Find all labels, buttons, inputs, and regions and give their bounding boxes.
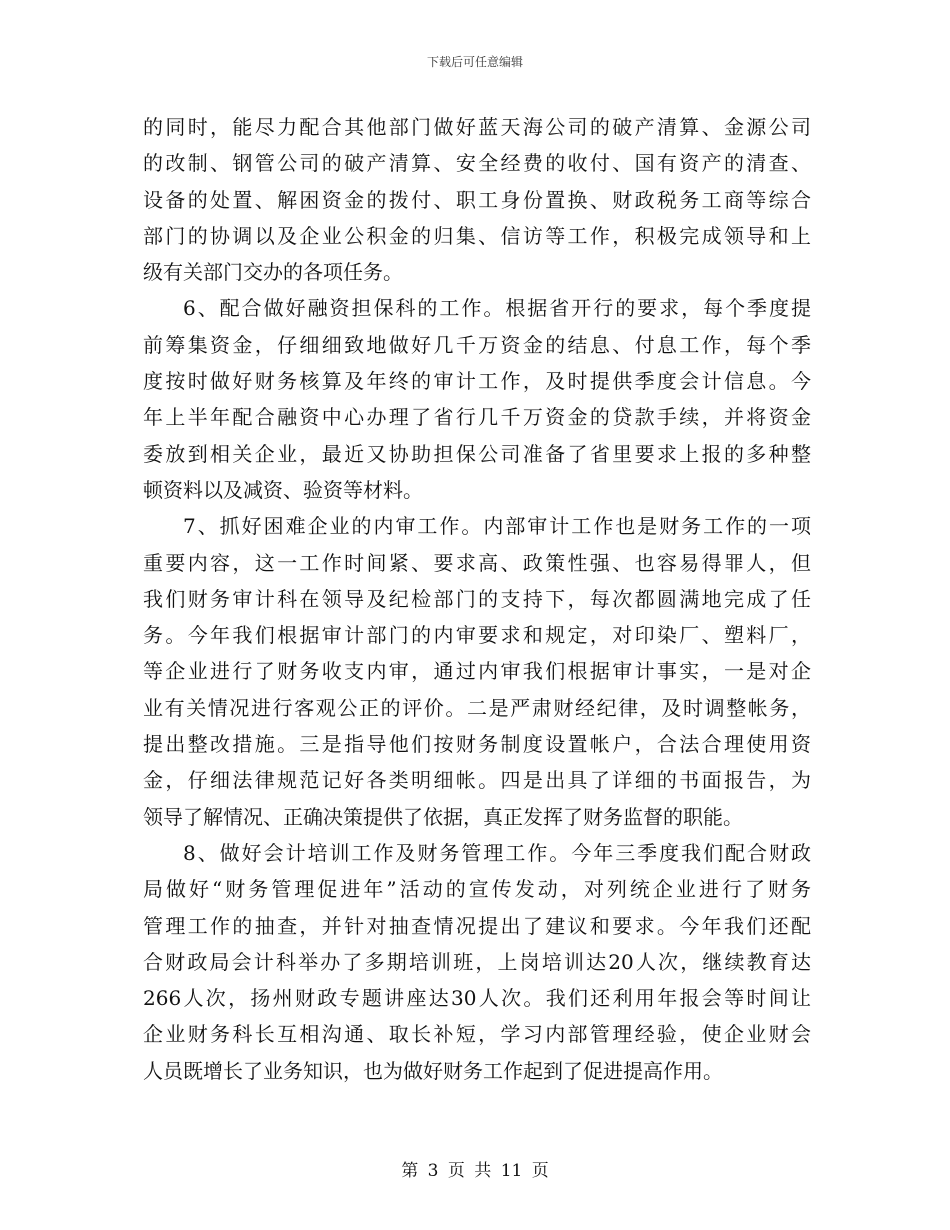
text-line: 金，仔细法律规范记好各类明细帐。四是出具了详细的书面报告，为 — [143, 768, 811, 793]
text-line: 度按时做好财务核算及年终的审计工作，及时提供季度会计信息。今 — [143, 369, 811, 394]
document-body — [143, 109, 811, 1089]
text-line: 前筹集资金，仔细细致地做好几千万资金的结息、付息工作，每个季 — [143, 332, 811, 357]
text-line: 我们财务审计科在领导及纪检部门的支持下，每次都圆满地完成了任 — [143, 586, 811, 611]
text-line: 设备的处置、解困资金的拨付、职工身份置换、财政税务工商等综合 — [143, 187, 811, 212]
text-line: 提出整改措施。三是指导他们按财务制度设置帐户，合法合理使用资 — [143, 732, 811, 757]
text-line: 266人次，扬州财政专题讲座达30人次。我们还利用年报会等时间让 — [143, 986, 811, 1011]
text-line: 7、抓好困难企业的内审工作。内部审计工作也是财务工作的一项 — [183, 514, 811, 539]
text-line: 领导了解情况、正确决策提供了依据，真正发挥了财务监督的职能。 — [143, 804, 743, 829]
text-line: 局做好“财务管理促进年”活动的宣传发动，对列统企业进行了财务 — [143, 877, 811, 902]
text-line: 重要内容，这一工作时间紧、要求高、政策性强、也容易得罪人，但 — [143, 550, 811, 575]
text-line: 合财政局会计科举办了多期培训班，上岗培训达20人次，继续教育达 — [143, 949, 811, 974]
text-line: 的同时，能尽力配合其他部门做好蓝天海公司的破产清算、金源公司 — [143, 115, 811, 139]
page-number-footer: 第 3 页 共 11 页 — [401, 1161, 549, 1181]
text-line: 的改制、钢管公司的破产清算、安全经费的收付、国有资产的清查、 — [143, 151, 811, 176]
text-line: 人员既增长了业务知识，也为做好财务工作起到了促进提高作用。 — [143, 1058, 723, 1083]
text-line: 企业财务科长互相沟通、取长补短，学习内部管理经验，使企业财会 — [143, 1022, 811, 1047]
text-line: 等企业进行了财务收支内审，通过内审我们根据审计事实，一是对企 — [143, 659, 811, 684]
text-line: 年上半年配合融资中心办理了省行几千万资金的贷款手续，并将资金 — [143, 405, 811, 430]
text-line: 8、做好会计培训工作及财务管理工作。今年三季度我们配合财政 — [183, 840, 811, 865]
text-line: 级有关部门交办的各项任务。 — [143, 260, 403, 285]
text-line: 顿资料以及减资、验资等材料。 — [143, 477, 423, 502]
text-line: 管理工作的抽查，并针对抽查情况提出了建议和要求。今年我们还配 — [143, 913, 811, 938]
text-line: 6、配合做好融资担保科的工作。根据省开行的要求，每个季度提 — [183, 296, 811, 321]
text-line: 业有关情况进行客观公正的评价。二是严肃财经纪律，及时调整帐务， — [143, 695, 811, 720]
text-line: 部门的协调以及企业公积金的归集、信访等工作，积极完成领导和上 — [143, 223, 811, 248]
text-line: 委放到相关企业，最近又协助担保公司准备了省里要求上报的多种整 — [143, 441, 811, 466]
page-header: 下载后可任意编辑 — [426, 55, 523, 69]
text-line: 务。今年我们根据审计部门的内审要求和规定，对印染厂、塑料厂， — [143, 623, 811, 648]
